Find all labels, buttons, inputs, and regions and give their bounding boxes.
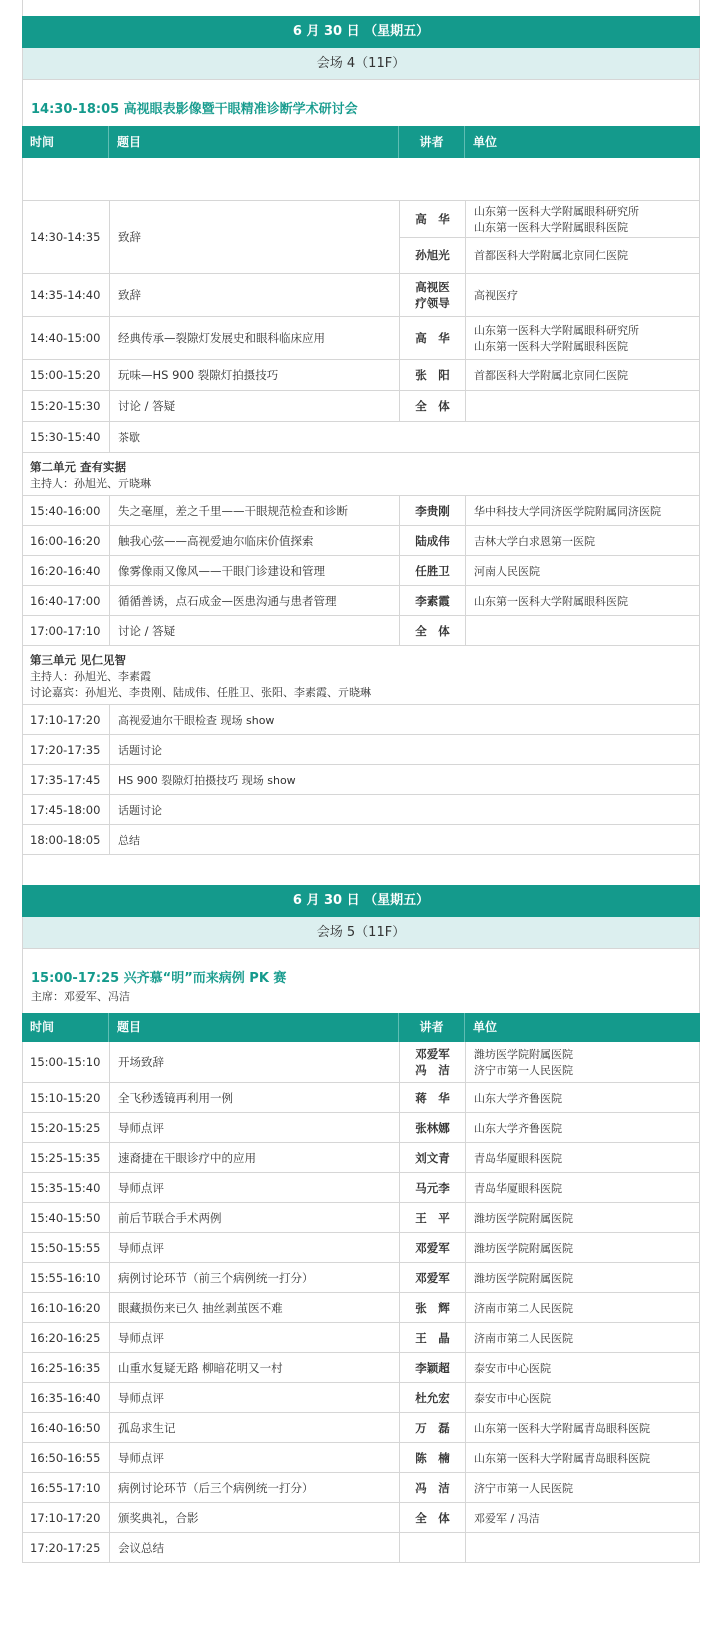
- row-time: 15:40-16:00: [23, 496, 110, 525]
- row-topic: 茶歇: [118, 431, 140, 444]
- row-time: 16:40-17:00: [23, 586, 110, 615]
- table-row: [22, 556, 700, 586]
- row-time: 17:20-17:25: [23, 1533, 110, 1562]
- row-speaker: 王 平: [400, 1203, 466, 1232]
- row-topic: HS 900 裂隙灯拍摄技巧 现场 show: [118, 773, 296, 787]
- row-time: 15:25-15:35: [23, 1143, 110, 1172]
- row-time: 16:25-16:35: [23, 1353, 110, 1382]
- table-row: [22, 1203, 700, 1233]
- table-row: [22, 1473, 700, 1503]
- row-time: 16:00-16:20: [23, 526, 110, 555]
- date-bar: 6 月 30 日 （星期五）: [22, 885, 700, 917]
- unit-line: 山东第一医科大学附属眼科医院: [474, 340, 628, 353]
- row-speaker: 刘文青: [400, 1143, 466, 1172]
- unit-guests: 讨论嘉宾：孙旭光、李贵刚、陆成伟、任胜卫、张阳、李素霞、亓晓琳: [30, 686, 371, 699]
- row-speaker: 全 体: [400, 1503, 466, 1532]
- row-time: 17:00-17:10: [23, 616, 110, 645]
- row-topic: 触我心弦——高视爱迪尔临床价值探索: [110, 526, 400, 555]
- row-time: 17:20-17:35: [23, 735, 110, 764]
- row-time: 16:50-16:55: [23, 1443, 110, 1472]
- row-time: 16:40-16:50: [23, 1413, 110, 1442]
- row-time: 15:50-15:55: [23, 1233, 110, 1262]
- row-time: 15:10-15:20: [23, 1083, 110, 1112]
- table-row: [22, 735, 700, 765]
- row-time: 15:00-15:10: [23, 1042, 110, 1082]
- unit-line: 济宁市第一人民医院: [474, 1064, 573, 1077]
- empty-row: [22, 158, 700, 201]
- row-speaker: 邓爱军: [400, 1263, 466, 1292]
- row-unit: 华中科技大学同济医学院附属同济医院: [474, 504, 661, 518]
- row-topic: 讨论 / 答疑: [110, 616, 400, 645]
- session-block: [22, 967, 700, 1013]
- table-row: [22, 1383, 700, 1413]
- table-row: [22, 1143, 700, 1173]
- unit-title: 第二单元 查有实据: [30, 460, 127, 474]
- table-row: [22, 1503, 700, 1533]
- row-topic: 导师点评: [110, 1113, 400, 1142]
- header-time: 时间: [22, 1013, 109, 1042]
- table-row: [22, 1533, 700, 1563]
- row-topic: 会议总结: [110, 1533, 400, 1562]
- speaker-sub: [400, 238, 699, 274]
- unit-block: [22, 646, 700, 705]
- row-unit: 邓爱军 / 冯洁: [474, 1511, 540, 1525]
- table-row: [22, 274, 700, 317]
- table-row: [22, 825, 700, 855]
- row-unit: 济宁市第一人民医院: [474, 1481, 573, 1495]
- row-speaker: 高 华: [400, 317, 466, 359]
- table-row: [22, 1083, 700, 1113]
- unit-host: 主持人：孙旭光、李素霞: [30, 670, 151, 683]
- unit-block: [22, 453, 700, 496]
- row-unit: 泰安市中心医院: [474, 1391, 551, 1405]
- session-title: 15:00-17:25 兴齐慕“明”而来病例 PK 赛: [31, 971, 287, 986]
- row-unit: 高视医疗: [474, 289, 518, 302]
- header-unit: 单位: [473, 135, 498, 149]
- row-topic: 致辞: [110, 274, 400, 316]
- table-row: [22, 1042, 700, 1083]
- table-row: [22, 616, 700, 646]
- unit-title: 第三单元 见仁见智: [30, 653, 127, 667]
- unit-line: 山东第一医科大学附属眼科医院: [474, 220, 628, 234]
- table-row: [22, 1173, 700, 1203]
- unit-line: 山东第一医科大学附属眼科研究所: [474, 324, 639, 337]
- row-unit: 济南市第二人民医院: [474, 1301, 573, 1315]
- speaker-line: 疗领导: [415, 296, 450, 310]
- row-time: 17:35-17:45: [23, 765, 110, 794]
- top-spacer: [22, 0, 700, 16]
- table-row: [22, 1443, 700, 1473]
- table-row: [22, 391, 700, 422]
- header-speaker: 讲者: [399, 1013, 465, 1042]
- row-unit: 山东大学齐鲁医院: [474, 1091, 562, 1105]
- row-time: 14:30-14:35: [23, 201, 110, 273]
- spacer: [22, 855, 700, 885]
- session-title: 14:30-18:05 高视眼表影像暨干眼精准诊断学术研讨会: [31, 102, 358, 117]
- unit-line: 山东第一医科大学附属眼科研究所: [474, 204, 639, 218]
- row-unit: 山东第一医科大学附属眼科医院: [474, 594, 628, 608]
- row-speaker: 王 晶: [400, 1323, 466, 1352]
- table-row: [22, 795, 700, 825]
- row-unit: 青岛华厦眼科医院: [474, 1151, 562, 1165]
- table-row: [22, 586, 700, 616]
- row-topic: 孤岛求生记: [110, 1413, 400, 1442]
- table-row: [22, 1263, 700, 1293]
- table-row: [22, 1413, 700, 1443]
- row-unit: 潍坊医学院附属医院: [474, 1241, 573, 1255]
- spacer: [22, 949, 700, 967]
- row-topic: 致辞: [110, 201, 400, 273]
- row-speaker: 马元李: [400, 1173, 466, 1202]
- table-row: [22, 1113, 700, 1143]
- row-time: 14:40-15:00: [23, 317, 110, 359]
- table-row: [22, 765, 700, 795]
- row-topic: 眼藏损伤来已久 抽丝剥茧医不难: [110, 1293, 400, 1322]
- speaker-line: 高视医: [415, 280, 450, 294]
- header-topic: 题目: [109, 1013, 399, 1042]
- table-row: [22, 1233, 700, 1263]
- speaker-pair: [400, 201, 699, 273]
- row-topic: 像雾像雨又像风——干眼门诊建设和管理: [110, 556, 400, 585]
- row-unit: 首都医科大学附属北京同仁医院: [474, 249, 628, 263]
- row-topic: 全飞秒透镜再利用一例: [110, 1083, 400, 1112]
- row-time: 14:35-14:40: [23, 274, 110, 316]
- row-topic: 病例讨论环节（前三个病例统一打分）: [110, 1263, 400, 1292]
- row-speaker: 高 华: [400, 201, 466, 237]
- row-topic: 玩味—HS 900 裂隙灯拍摄技巧: [110, 360, 400, 390]
- session-block: [22, 98, 700, 126]
- row-unit: 山东大学齐鲁医院: [474, 1121, 562, 1135]
- row-unit: 泰安市中心医院: [474, 1361, 551, 1375]
- table-row: [22, 1323, 700, 1353]
- row-topic: 总结: [118, 833, 140, 847]
- row-unit: 首都医科大学附属北京同仁医院: [474, 369, 628, 382]
- row-speaker: 张 辉: [400, 1293, 466, 1322]
- row-unit: 潍坊医学院附属医院: [474, 1271, 573, 1285]
- row-unit: 济南市第二人民医院: [474, 1331, 573, 1345]
- row-topic: 开场致辞: [110, 1042, 400, 1082]
- row-topic: 循循善诱，点石成金—医患沟通与患者管理: [110, 586, 400, 615]
- unit-line: 潍坊医学院附属医院: [474, 1048, 573, 1061]
- header-topic: 题目: [109, 126, 399, 158]
- row-speaker: 蒋 华: [400, 1083, 466, 1112]
- row-time: 16:55-17:10: [23, 1473, 110, 1502]
- table-row: [22, 526, 700, 556]
- table-row: [22, 201, 700, 274]
- row-topic: 山重水复疑无路 柳暗花明又一村: [110, 1353, 400, 1382]
- table-row: [22, 317, 700, 360]
- row-topic: 讨论 / 答疑: [110, 391, 400, 421]
- row-time: 15:30-15:40: [23, 422, 110, 452]
- venue-bar: 会场 5（11F）: [22, 917, 700, 949]
- row-topic: 导师点评: [110, 1383, 400, 1412]
- row-time: 16:10-16:20: [23, 1293, 110, 1322]
- row-unit: [466, 1042, 699, 1082]
- table-row: [22, 360, 700, 391]
- row-speaker: 李贵刚: [400, 496, 466, 525]
- row-unit: 潍坊医学院附属医院: [474, 1211, 573, 1225]
- row-unit: [466, 391, 699, 421]
- row-speaker: [400, 1042, 466, 1082]
- header-speaker: 讲者: [399, 126, 465, 158]
- row-topic: 高视爱迪尔干眼检查 现场 show: [118, 713, 275, 727]
- row-speaker: 陆成伟: [400, 526, 466, 555]
- row-speaker: 张林娜: [400, 1113, 466, 1142]
- row-speaker: 孙旭光: [400, 238, 466, 274]
- row-unit: [466, 317, 699, 359]
- row-time: 15:35-15:40: [23, 1173, 110, 1202]
- venue-bar: 会场 4（11F）: [22, 48, 700, 80]
- session-chair: 主席：邓爱军、冯洁: [31, 990, 130, 1003]
- row-time: 15:20-15:25: [23, 1113, 110, 1142]
- spacer: [22, 80, 700, 98]
- row-unit: 山东第一医科大学附属青岛眼科医院: [474, 1451, 650, 1465]
- row-speaker: [400, 1533, 466, 1562]
- agenda: [22, 0, 700, 1563]
- row-unit: 吉林大学白求恩第一医院: [474, 534, 595, 548]
- row-speaker: 李素霞: [400, 586, 466, 615]
- row-time: 15:00-15:20: [23, 360, 110, 390]
- table-row: [22, 1293, 700, 1323]
- row-speaker: 杜允宏: [400, 1383, 466, 1412]
- row-topic: 话题讨论: [118, 743, 162, 757]
- row-time: 15:55-16:10: [23, 1263, 110, 1292]
- row-time: 15:40-15:50: [23, 1203, 110, 1232]
- table-row: [22, 705, 700, 735]
- row-unit: [466, 201, 699, 237]
- row-time: 16:20-16:40: [23, 556, 110, 585]
- row-unit: 河南人民医院: [474, 564, 540, 578]
- table-row: [22, 422, 700, 453]
- row-topic: 前后节联合手术两例: [110, 1203, 400, 1232]
- row-unit: 青岛华厦眼科医院: [474, 1181, 562, 1195]
- row-topic: 导师点评: [110, 1233, 400, 1262]
- row-speaker: 万 磊: [400, 1413, 466, 1442]
- row-topic: 导师点评: [110, 1323, 400, 1352]
- date-bar: 6 月 30 日 （星期五）: [22, 16, 700, 48]
- row-speaker: [400, 274, 466, 316]
- row-topic: 导师点评: [110, 1173, 400, 1202]
- row-time: 17:10-17:20: [23, 1503, 110, 1532]
- table-row: [22, 496, 700, 526]
- row-speaker: 李颖超: [400, 1353, 466, 1382]
- row-time: 16:35-16:40: [23, 1383, 110, 1412]
- row-speaker: 张 阳: [400, 360, 466, 390]
- row-speaker: 陈 楠: [400, 1443, 466, 1472]
- row-time: 17:45-18:00: [23, 795, 110, 824]
- row-speaker: 全 体: [400, 616, 466, 645]
- row-unit: [466, 616, 699, 645]
- header-time: 时间: [22, 126, 109, 158]
- row-speaker: 任胜卫: [400, 556, 466, 585]
- row-speaker: 邓爱军: [400, 1233, 466, 1262]
- row-topic: 导师点评: [110, 1443, 400, 1472]
- row-topic: 病例讨论环节（后三个病例统一打分）: [110, 1473, 400, 1502]
- row-topic: 话题讨论: [118, 803, 162, 817]
- unit-host: 主持人：孙旭光、亓晓琳: [30, 477, 151, 490]
- header-unit: 单位: [473, 1020, 498, 1034]
- row-time: 17:10-17:20: [23, 705, 110, 734]
- row-topic: 颁奖典礼，合影: [110, 1503, 400, 1532]
- row-time: 18:00-18:05: [23, 825, 110, 854]
- table-row: [22, 1353, 700, 1383]
- row-topic: 失之毫厘，差之千里——干眼规范检查和诊断: [110, 496, 400, 525]
- row-topic: 速裔捷在干眼诊疗中的应用: [110, 1143, 400, 1172]
- row-time: 15:20-15:30: [23, 391, 110, 421]
- row-topic: 经典传承—裂隙灯发展史和眼科临床应用: [110, 317, 400, 359]
- row-unit: [466, 1533, 699, 1562]
- speaker-line: 邓爱军: [415, 1047, 450, 1061]
- table-header: [22, 126, 700, 158]
- row-speaker: 全 体: [400, 391, 466, 421]
- row-speaker: 冯 洁: [400, 1473, 466, 1502]
- row-time: 16:20-16:25: [23, 1323, 110, 1352]
- row-unit: 山东第一医科大学附属青岛眼科医院: [474, 1421, 650, 1435]
- table-header: [22, 1013, 700, 1042]
- speaker-sub: [400, 201, 699, 238]
- day2-rows: [22, 1083, 700, 1563]
- speaker-line: 冯 洁: [415, 1063, 450, 1077]
